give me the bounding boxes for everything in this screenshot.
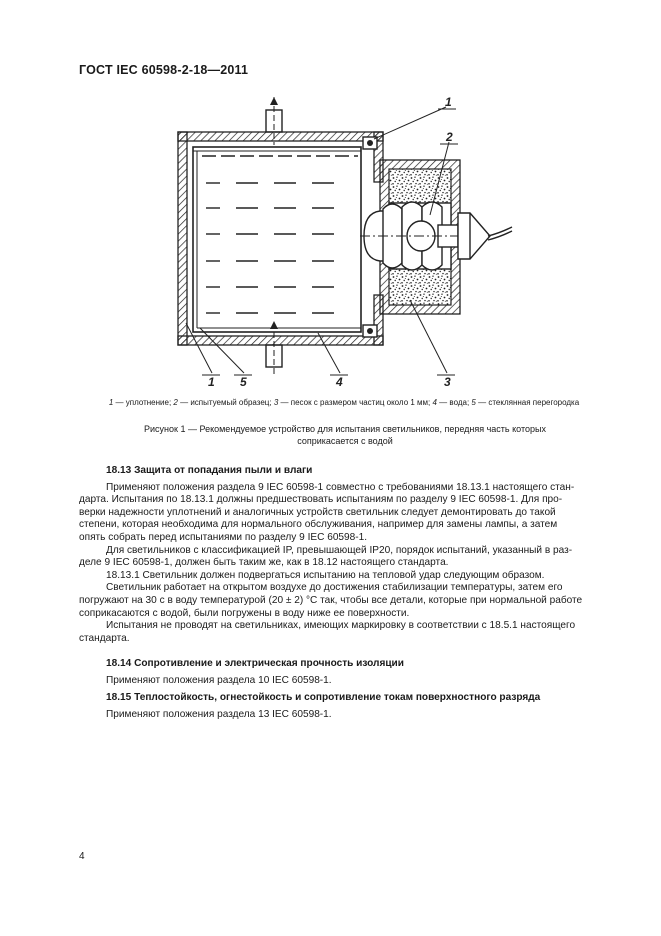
section-18-13-p4: Светильник работает на открытом воздухе до достижения стабилизации температуры, затем его погружают на 30 с в воду температурой (20 ± 2) °С так, чтобы все детали, которые при нормальной работе соприкасаются с водой, были погружены в воду ниже ее поверхности. [79,582,583,619]
section-18-15-heading: 18.15 Теплостойкость, огнестойкость и сопротивление токам поверхностного разряда [106,692,541,703]
section-18-13-p5: Испытания не проводят на светильниках, имеющих маркировку в соответствии с 18.5.1 настоящего стандарта. [79,620,576,644]
cable-gland [458,213,512,259]
callout-4: 4 [336,375,343,389]
tank-left-wall [178,132,187,345]
glass-partition-outline [193,147,361,332]
section-18-14-heading: 18.14 Сопротивление и электрическая прочность изоляции [106,658,404,669]
callout-1-bottom: 1 [208,375,215,389]
figure-legend: 1 — уплотнение; 2 — испытуемый образец; 3 — песок с размером частиц около 1 мм; 4 — вода; 5 — стеклянная перегородка [108,398,580,407]
section-18-13-heading: 18.13 Защита от попадания пыли и влаги [106,465,313,476]
section-18-15-p1: Применяют положения раздела 13 IEC 60598-1. [106,708,332,720]
section-18-13-p2: Для светильников с классификацией IP, превышающей IP20, порядок испытаний, указанный в раз- деле 9 IEC 60598-1, должен быть таким же, как в 18.12 настоящего стандарта. [79,544,573,569]
section-18-13-p1: Применяют положения раздела 9 IEC 60598-1 совместно с требованиями 18.13.1 настоящего стан- дарта. Испытания по 18.13.1 должны предшествовать испытаниям по разделу 9 IEC 60598-1. Для про- верки надежности уплотнений и аналогичных устройств светильник следует демонтировать до такой степени, которая необходима для нормального обслуживания, например для замены лампы, а затем опять собрать перед испытаниями по разделу 9 IEC 60598-1. [79,481,575,543]
section-18-13-1: 18.13.1 Светильник должен подвергаться испытанию на тепловой удар следующим образом. [106,569,545,581]
page-number: 4 [79,851,85,862]
water-lines [202,156,358,313]
test-apparatus-drawing [140,95,540,390]
tank-top-wall [178,132,383,141]
callout-1-top: 1 [445,95,452,109]
figure-caption: Рисунок 1 — Рекомендуемое устройство для испытания светильников, передняя часть которых соприкасается с водой [144,424,546,446]
section-18-14 [79,658,614,687]
callout-5: 5 [240,375,247,389]
callout-3: 3 [444,375,451,389]
section-18-14-p1: Применяют положения раздела 10 IEC 60598-1. [106,674,332,686]
section-18-15 [79,692,614,721]
section-18-13 [79,465,614,645]
document-header: ГОСТ IEC 60598-2-18—2011 [79,63,249,77]
callout-2: 2 [446,130,453,144]
